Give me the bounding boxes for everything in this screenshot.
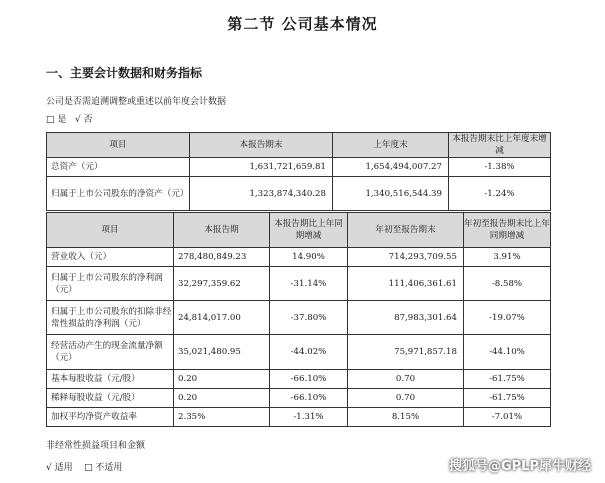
- header-item: 项目: [47, 133, 190, 158]
- header-period: 本报告期: [174, 213, 270, 248]
- cell-period-change: -44.02%: [270, 335, 348, 370]
- cell-ytd-change: -19.07%: [464, 301, 551, 335]
- applicability-options: [46, 462, 122, 474]
- cell-period: 0.20: [174, 370, 270, 389]
- cell-period-change: -1.31%: [270, 408, 348, 427]
- cell-current: 1,631,721,659.81: [190, 158, 333, 177]
- table-row: [47, 267, 551, 301]
- cell-ytd: 75,971,857.18: [348, 335, 464, 370]
- cell-period-change: -37.80%: [270, 301, 348, 335]
- table-row: [47, 370, 551, 389]
- cell-ytd-change: -8.58%: [464, 267, 551, 301]
- restatement-question: 公司是否需追溯调整或重述以前年度会计数据: [46, 97, 227, 107]
- row-label: 归属于上市公司股东的净利润（元）: [47, 267, 174, 301]
- cell-period: 278,480,849.23: [174, 248, 270, 267]
- cell-period-change: -66.10%: [270, 389, 348, 408]
- cell-period: 2.35%: [174, 408, 270, 427]
- row-label: 稀释每股收益（元/股）: [47, 389, 174, 408]
- row-label: 总资产（元）: [47, 158, 190, 177]
- cell-period: 24,814,017.00: [174, 301, 270, 335]
- restatement-options: [46, 114, 93, 126]
- cell-ytd-change: -61.75%: [464, 370, 551, 389]
- table-row: [47, 301, 551, 335]
- table-header-row: [47, 213, 551, 248]
- cell-current: 1,323,874,340.28: [190, 177, 333, 211]
- cell-period-change: -66.10%: [270, 370, 348, 389]
- table-row: [47, 177, 551, 211]
- header-ytd: 年初至报告期末: [348, 213, 464, 248]
- header-prior-year-end: 上年度末: [333, 133, 449, 158]
- cell-period: 35,021,480.95: [174, 335, 270, 370]
- table-row: [47, 335, 551, 370]
- cell-change: -1.24%: [449, 177, 551, 211]
- row-label: 加权平均净资产收益率: [47, 408, 174, 427]
- row-label: 营业收入（元）: [47, 248, 174, 267]
- cell-prior: 1,654,494,007.27: [333, 158, 449, 177]
- cell-period-change: 14.90%: [270, 248, 348, 267]
- table-row: [47, 248, 551, 267]
- row-label: 归属于上市公司股东的扣除非经常性损益的净利润（元）: [47, 301, 174, 335]
- header-item: 项目: [47, 213, 174, 248]
- page-title: 第二节 公司基本情况: [227, 15, 378, 33]
- table-row: [47, 389, 551, 408]
- cell-period: 0.20: [174, 389, 270, 408]
- watermark: 搜狐号@GPLP犀牛财经: [448, 459, 591, 474]
- cell-ytd: 0.70: [348, 389, 464, 408]
- cell-period: 32,297,359.62: [174, 267, 270, 301]
- cell-change: -1.38%: [449, 158, 551, 177]
- cell-ytd: 87,983,301.64: [348, 301, 464, 335]
- cell-ytd-change: 3.91%: [464, 248, 551, 267]
- cell-ytd: 0.70: [348, 370, 464, 389]
- header-change: 本报告期末比上年度末增减: [449, 133, 551, 158]
- cell-ytd-change: -7.01%: [464, 408, 551, 427]
- option-yes: □ 是: [46, 115, 67, 125]
- cell-prior: 1,340,516,544.39: [333, 177, 449, 211]
- row-label: 基本每股收益（元/股）: [47, 370, 174, 389]
- table-row: [47, 408, 551, 427]
- cell-ytd-change: -44.10%: [464, 335, 551, 370]
- non-recurring-note: 非经常性损益项目和金额: [46, 441, 146, 451]
- option-no: √ 否: [74, 115, 93, 125]
- table-header-row: [47, 133, 551, 158]
- balance-table: [46, 132, 551, 211]
- header-period-change: 本报告期比上年同期增减: [270, 213, 348, 248]
- cell-ytd: 8.15%: [348, 408, 464, 427]
- table-row: [47, 158, 551, 177]
- cell-ytd: 714,293,709.55: [348, 248, 464, 267]
- cell-period-change: -31.14%: [270, 267, 348, 301]
- header-period-end: 本报告期末: [190, 133, 333, 158]
- row-label: 经营活动产生的现金流量净额（元）: [47, 335, 174, 370]
- cell-ytd-change: -61.75%: [464, 389, 551, 408]
- income-table: [46, 212, 551, 427]
- header-ytd-change: 年初至报告期末比上年同期增减: [464, 213, 551, 248]
- section-heading: 一、主要会计数据和财务指标: [46, 66, 203, 80]
- row-label: 归属于上市公司股东的净资产（元）: [47, 177, 190, 211]
- cell-ytd: 111,406,361.61: [348, 267, 464, 301]
- option-applicable: √ 适用: [46, 463, 73, 473]
- option-not-applicable: □ 不适用: [84, 463, 123, 473]
